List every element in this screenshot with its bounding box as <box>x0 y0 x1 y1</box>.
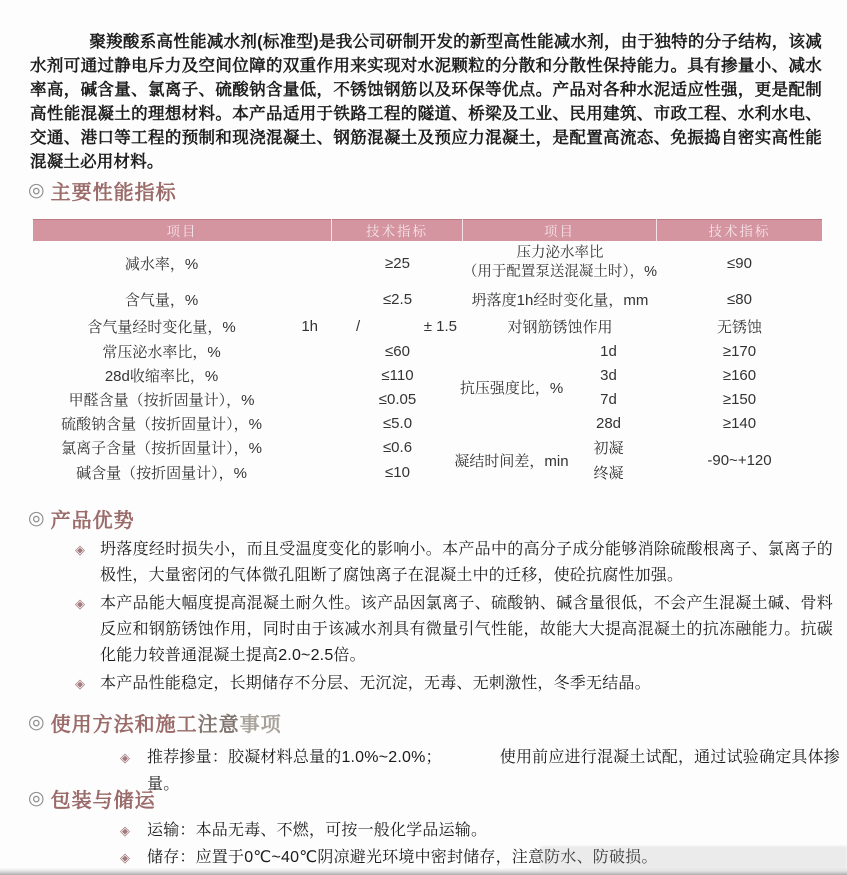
section-heading-packaging <box>28 784 156 813</box>
dosage-text: 推荐掺量：胶凝材料总量的1.0%~2.0%； <box>147 749 442 766</box>
spec-age: 7d <box>600 390 617 408</box>
list-item-text: 本产品能大幅度提高混凝土耐久性。该产品因氯离子、硫酸钠、碱含量很低，不会产生混凝土碱、骨料反应和钢筋锈蚀作用，同时由于该减水剂具有微量引气性能，故能大大提高混凝土的抗冻融能力。抗碳化能力较普通混凝土提高2.0~2.5倍。 <box>100 595 833 664</box>
list-item <box>75 537 833 589</box>
spec-value: ≥160 <box>722 366 757 384</box>
spec-value: ≤0.6 <box>382 439 413 456</box>
diamond-bullet-icon: ◈ <box>75 542 86 557</box>
spec-label: 碱含量（按折固量计），% <box>76 465 247 482</box>
list-item-text: 储存：应置于0℃~40℃阴凉避光环境中密封储存，注意防水、防破损。 <box>147 849 658 866</box>
spec-label: 甲醛含量（按折固量计），% <box>68 391 255 409</box>
diamond-bullet-icon: ◈ <box>120 750 131 765</box>
list-item <box>120 817 840 844</box>
spec-label: 抗压强度比，% <box>459 379 564 397</box>
table-right-half <box>454 241 822 485</box>
section-marker-icon: ◎ <box>28 508 46 529</box>
spec-label-text: 含气量经时变化量，% <box>87 318 236 336</box>
section-title: 主要性能指标 <box>50 182 177 204</box>
spec-value: ≤90 <box>727 254 752 272</box>
spec-value: ≤60 <box>385 342 410 360</box>
packaging-list <box>120 817 840 871</box>
section-heading-performance <box>28 176 177 205</box>
spec-label: 常压泌水率比，% <box>102 343 221 361</box>
spec-label: 含气量，% <box>124 291 199 309</box>
spec-value-text: ± 1.5 <box>423 317 457 335</box>
section-heading-usage <box>28 708 282 737</box>
spec-value: ≥140 <box>722 414 757 432</box>
section-marker-icon: ◎ <box>28 788 46 809</box>
spec-label: 减水率，% <box>124 255 199 273</box>
spec-sub-label: 1h <box>301 317 318 335</box>
list-item-text: 坍落度经时损失小，而且受温度变化的影响小。本产品中的高分子成分能够消除硫酸根离子、氯离子的极性，大量密闭的气体微孔阻断了腐蚀离子在混凝土中的迁移，使砼抗腐性加强。 <box>100 541 833 584</box>
spec-label: 凝结时间差，min <box>454 452 569 470</box>
table-header-row <box>33 219 822 241</box>
spec-age: 3d <box>600 366 617 384</box>
section-title-part3: 事项 <box>239 714 282 736</box>
section-title-part1: 使用方法和施工 <box>50 714 198 736</box>
spec-value: ≤2.5 <box>382 290 413 308</box>
spec-value: 无锈蚀 <box>716 318 762 336</box>
spec-label: 坍落度1h经时变化量，mm <box>471 291 649 309</box>
spec-age: 1d <box>600 342 617 360</box>
spec-label-line2: （用于配置泵送混凝土时），% <box>462 264 658 280</box>
table-left-half <box>33 241 463 485</box>
table-header-cell: 技术指标 <box>332 219 463 241</box>
spec-sub-label: 终凝 <box>593 465 624 482</box>
list-item <box>75 591 833 669</box>
intro-paragraph: 聚羧酸系高性能减水剂(标准型)是我公司研制开发的新型高性能减水剂，由于独特的分子结构，该减水剂可通过静电斥力及空间位障的双重作用来实现对水泥颗粒的分散和分散性保持能力。具有掺量小、减水率高，碱含量、氯离子、硫酸钠含量低，不锈蚀钢筋以及环保等优点。产品对各种水泥适应性强，更是配制高性能混凝土的理想材料。本产品适用于铁路工程的隧道、桥梁及工业、民用建筑、市政工程、水利水电、交通、港口等工程的预制和现浇混凝土、钢筋混凝土及预应力混凝土，是配置高流态、免振捣自密实高性能混凝土必用材料。 <box>30 33 822 171</box>
spec-value: ≥25 <box>385 254 410 272</box>
spec-value: ≥170 <box>722 342 757 360</box>
section-title-part2: 注意 <box>197 714 240 736</box>
list-item <box>120 744 840 798</box>
performance-table <box>33 219 822 485</box>
diamond-bullet-icon: ◈ <box>75 676 86 691</box>
spec-value: ≤0.05 <box>378 390 417 408</box>
diamond-bullet-icon: ◈ <box>120 823 131 838</box>
spec-label-line1: 压力泌水率比 <box>516 245 604 261</box>
usage-list <box>120 744 840 798</box>
table-header-cell: 技术指标 <box>708 224 771 239</box>
section-marker-icon: ◎ <box>28 180 46 201</box>
spec-slash: / <box>356 317 361 335</box>
spec-value: ≤80 <box>727 290 752 308</box>
spec-value: ≤5.0 <box>382 414 413 432</box>
section-marker-icon: ◎ <box>28 712 46 733</box>
spec-label: 氯离子含量（按折固量计），% <box>61 440 262 457</box>
spec-age: 28d <box>595 414 622 432</box>
diamond-bullet-icon: ◈ <box>75 596 86 611</box>
table-header-cell: 项目 <box>463 219 657 241</box>
table-header-cell: 项目 <box>33 219 332 241</box>
spec-label: 对钢筋锈蚀作用 <box>507 318 613 336</box>
spec-value: ≤110 <box>381 366 414 384</box>
spec-label: 硫酸钠含量（按折固量计），% <box>61 415 262 433</box>
section-title: 产品优势 <box>50 510 135 532</box>
list-item-text: 运输：本品无毒、不燃，可按一般化学品运输。 <box>147 822 488 839</box>
list-item <box>120 844 840 871</box>
table-body <box>33 241 822 485</box>
spec-value: ≤10 <box>385 464 410 481</box>
spec-value: -90~+120 <box>707 451 772 469</box>
list-item <box>75 671 833 697</box>
spec-value: ≥150 <box>722 390 757 408</box>
advantages-list <box>75 537 833 699</box>
spec-value <box>332 313 463 339</box>
trial-mix-text: 使用前应进行混凝土试配，通过试验确定具体掺量。 <box>147 749 841 793</box>
spec-label: 28d收缩率比，% <box>104 367 219 385</box>
section-title: 包装与储运 <box>50 790 156 812</box>
spec-sub-label: 初凝 <box>593 440 624 457</box>
spec-label <box>33 313 332 339</box>
spec-label <box>463 241 657 285</box>
diamond-bullet-icon: ◈ <box>120 850 131 865</box>
list-item-text: 本产品性能稳定，长期储存不分层、无沉淀，无毒、无刺激性，冬季无结晶。 <box>100 675 651 692</box>
section-heading-advantages <box>28 504 135 533</box>
